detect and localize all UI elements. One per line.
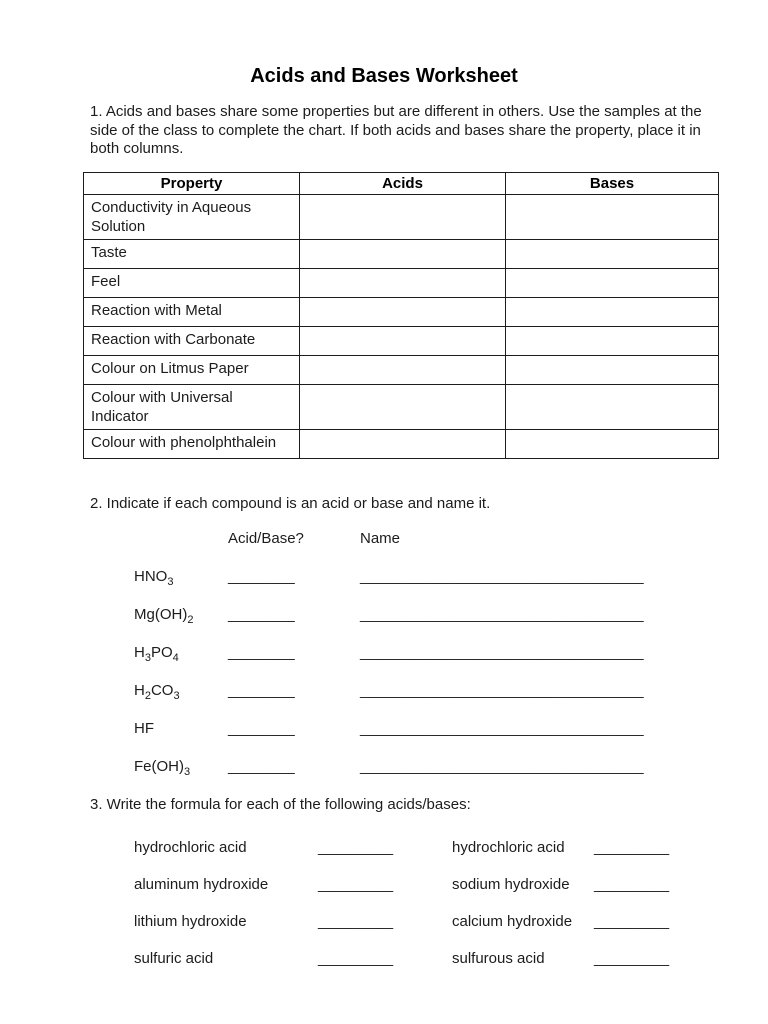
acid-base-name-right: calcium hydroxide — [452, 912, 573, 930]
formula-blank-right: _________ — [594, 875, 670, 893]
formula-row — [134, 876, 718, 893]
property-cell: Reaction with Carbonate — [84, 326, 300, 355]
property-cell: Feel — [84, 268, 300, 297]
formula-blank-left: _________ — [318, 838, 394, 856]
acid-base-name-left: hydrochloric acid — [134, 838, 247, 856]
bases-answer-cell — [506, 297, 719, 326]
name-column-header: Name — [360, 529, 401, 547]
name-blank: __________________________________ — [360, 643, 644, 661]
column-header-property: Property — [84, 172, 300, 194]
section2-instructions: 2. Indicate if each compound is an acid or base and name it. — [90, 494, 491, 512]
name-blank: __________________________________ — [360, 719, 644, 737]
compound-formula: $Fe(OH)_3$ — [134, 757, 191, 778]
table-row — [84, 194, 719, 239]
compound-row — [134, 643, 718, 664]
table-row — [84, 239, 719, 268]
compound-formula: $H_2CO_3$ — [134, 681, 180, 702]
name-blank: __________________________________ — [360, 567, 644, 585]
acid-base-name-left: aluminum hydroxide — [134, 875, 269, 893]
section3-answer-grid — [134, 839, 718, 967]
acids-answer-cell — [300, 384, 506, 429]
acids-answer-cell — [300, 268, 506, 297]
acids-answer-cell — [300, 326, 506, 355]
name-blank: __________________________________ — [360, 605, 644, 623]
table-row — [84, 297, 719, 326]
formula-row — [134, 913, 718, 930]
page-title: Acids and Bases Worksheet — [250, 65, 518, 87]
table-header-row — [84, 172, 719, 194]
compound-row — [134, 757, 718, 778]
formula-blank-right: _________ — [594, 949, 670, 967]
acid-base-blank: ________ — [228, 681, 295, 699]
formula-row — [134, 839, 718, 856]
formula-blank-left: _________ — [318, 949, 394, 967]
property-cell: Taste — [84, 239, 300, 268]
acids-answer-cell — [300, 297, 506, 326]
bases-answer-cell — [506, 384, 719, 429]
table-row — [84, 429, 719, 458]
properties-table — [83, 172, 719, 459]
acids-answer-cell — [300, 239, 506, 268]
section3-instructions: 3. Write the formula for each of the following acids/bases: — [90, 795, 471, 813]
acid-base-name-right: sodium hydroxide — [452, 875, 570, 893]
formula-blank-left: _________ — [318, 912, 394, 930]
section2-answer-grid — [134, 529, 718, 778]
table-row — [84, 268, 719, 297]
acid-base-blank: ________ — [228, 719, 295, 737]
acid-base-blank: ________ — [228, 605, 295, 623]
compound-row — [134, 681, 718, 702]
property-cell: Conductivity in Aqueous Solution — [84, 194, 300, 239]
acid-base-name-left: sulfuric acid — [134, 949, 214, 967]
formula-row — [134, 950, 718, 967]
compound-row — [134, 605, 718, 626]
formula-blank-right: _________ — [594, 838, 670, 856]
table-row — [84, 326, 719, 355]
acids-answer-cell — [300, 429, 506, 458]
acid-base-blank: ________ — [228, 643, 295, 661]
compound-formula: HF — [134, 719, 154, 737]
table-row — [84, 384, 719, 429]
name-blank: __________________________________ — [360, 681, 644, 699]
compound-formula: $H_3PO_4$ — [134, 643, 179, 664]
compound-row — [134, 720, 718, 737]
property-cell: Colour with phenolphthalein — [84, 429, 300, 458]
bases-answer-cell — [506, 239, 719, 268]
acids-answer-cell — [300, 194, 506, 239]
bases-answer-cell — [506, 194, 719, 239]
bases-answer-cell — [506, 355, 719, 384]
bases-answer-cell — [506, 268, 719, 297]
compound-formula: $Mg(OH)_2$ — [134, 605, 194, 626]
acid-base-column-header: Acid/Base? — [228, 529, 304, 547]
compound-formula: $HNO_3$ — [134, 567, 174, 588]
section1-instructions: 1. Acids and bases share some properties but are different in others. Use the samples at the side of the class to complete the chart. If both acids and bases share the property, place it in both columns. — [90, 103, 702, 157]
acid-base-name-right: sulfurous acid — [452, 949, 545, 967]
acid-base-name-left: lithium hydroxide — [134, 912, 247, 930]
formula-blank-left: _________ — [318, 875, 394, 893]
column-header-acids: Acids — [300, 172, 506, 194]
property-cell: Colour with Universal Indicator — [84, 384, 300, 429]
bases-answer-cell — [506, 429, 719, 458]
compound-row — [134, 567, 718, 588]
acid-base-name-right: hydrochloric acid — [452, 838, 565, 856]
table-row — [84, 355, 719, 384]
acids-answer-cell — [300, 355, 506, 384]
property-cell: Colour on Litmus Paper — [84, 355, 300, 384]
acid-base-blank: ________ — [228, 567, 295, 585]
column-header-bases: Bases — [506, 172, 719, 194]
acid-base-blank: ________ — [228, 757, 295, 775]
formula-blank-right: _________ — [594, 912, 670, 930]
section2-header-row — [134, 530, 718, 547]
property-cell: Reaction with Metal — [84, 297, 300, 326]
bases-answer-cell — [506, 326, 719, 355]
name-blank: __________________________________ — [360, 757, 644, 775]
